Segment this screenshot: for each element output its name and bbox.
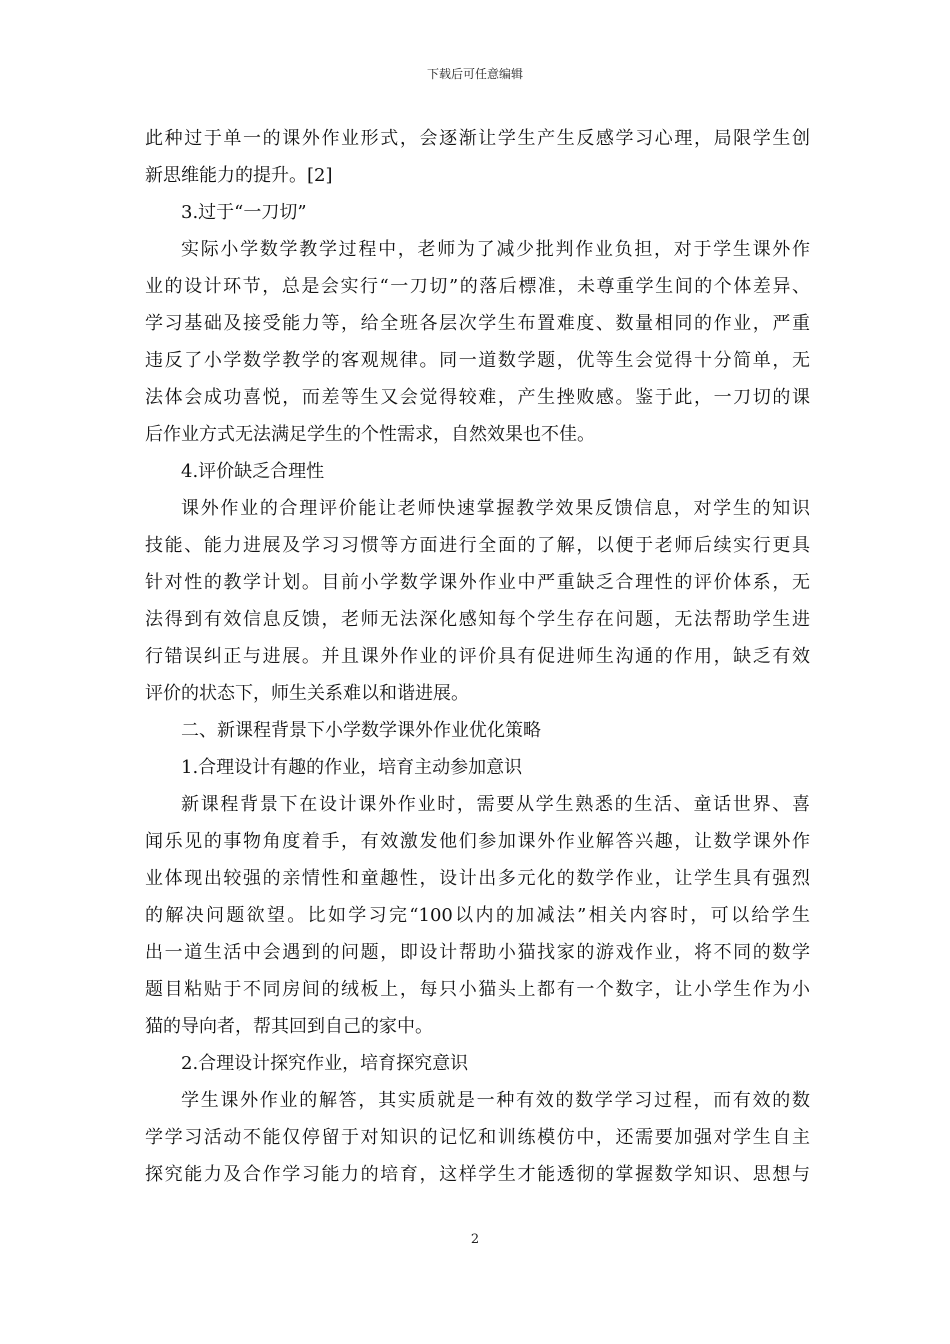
text-line: 4.评价缺乏合理性 <box>181 461 325 482</box>
text-line: 评价的状态下，师生关系难以和谐进展。 <box>145 683 469 704</box>
text-line: 针对性的教学计划。目前小学数学课外作业中严重缺乏合理性的评价体系，无 <box>145 572 810 593</box>
text-line: 1.合理设计有趣的作业，培育主动参加意识 <box>181 757 523 778</box>
text-line: 业的设计环节，总是会实行“一刀切”的落后標准，未尊重学生间的个体差异、 <box>145 276 810 297</box>
text-line: 行错误纠正与进展。并且课外作业的评价具有促进师生沟通的作用，缺乏有效 <box>145 646 810 667</box>
text-line: 闻乐见的事物角度着手，有效激发他们参加课外作业解答兴趣，让数学课外作 <box>145 831 810 852</box>
text-line: 技能、能力进展及学习习惯等方面进行全面的了解，以便于老师后续实行更具 <box>145 535 810 556</box>
text-line: 后作业方式无法满足学生的个性需求，自然效果也不佳。 <box>145 424 595 445</box>
document-body <box>145 120 810 1193</box>
page-number: 2 <box>470 1232 480 1247</box>
text-line: 3.过于“一刀切” <box>181 202 307 223</box>
text-line: 学生课外作业的解答，其实质就是一种有效的数学学习过程，而有效的数 <box>181 1090 810 1111</box>
text-line: 课外作业的合理评价能让老师快速掌握教学效果反馈信息，对学生的知识 <box>181 498 810 519</box>
text-line: 二、新课程背景下小学数学课外作业优化策略 <box>181 720 541 741</box>
text-line: 此种过于单一的课外作业形式，会逐渐让学生产生反感学习心理，局限学生创 <box>145 128 810 149</box>
text-line: 学习基础及接受能力等，给全班各层次学生布置难度、数量相同的作业，严重 <box>145 313 810 334</box>
text-line: 新思维能力的提升。[2] <box>145 165 333 186</box>
text-line: 违反了小学数学教学的客观规律。同一道数学题，优等生会觉得十分简单，无 <box>145 350 810 371</box>
text-line: 的解决问题欲望。比如学习完“100以内的加减法”相关内容时，可以给学生 <box>145 905 810 926</box>
text-line: 2.合理设计探究作业，培育探究意识 <box>181 1053 469 1074</box>
page-header: 下载后可任意编辑 <box>426 67 523 81</box>
text-line: 学学习活动不能仅停留于对知识的记忆和训练模仿中，还需要加强对学生自主 <box>145 1127 810 1148</box>
text-line: 题目粘贴于不同房间的绒板上，每只小猫头上都有一个数字，让小学生作为小 <box>145 979 810 1000</box>
text-line: 业体现出较强的亲情性和童趣性，设计出多元化的数学作业，让学生具有强烈 <box>145 868 810 889</box>
text-line: 实际小学数学教学过程中，老师为了减少批判作业负担，对于学生课外作 <box>181 239 810 260</box>
text-line: 法得到有效信息反馈，老师无法深化感知每个学生存在问题，无法帮助学生进 <box>145 609 810 630</box>
text-line: 新课程背景下在设计课外作业时，需要从学生熟悉的生活、童话世界、喜 <box>181 794 810 815</box>
text-line: 法体会成功喜悦，而差等生又会觉得较难，产生挫败感。鉴于此，一刀切的课 <box>145 387 810 408</box>
text-line: 探究能力及合作学习能力的培育，这样学生才能透彻的掌握数学知识、思想与 <box>145 1164 810 1185</box>
text-line: 出一道生活中会遇到的问题，即设计帮助小猫找家的游戏作业，将不同的数学 <box>145 942 810 963</box>
text-line: 猫的导向者，帮其回到自己的家中。 <box>145 1016 433 1037</box>
